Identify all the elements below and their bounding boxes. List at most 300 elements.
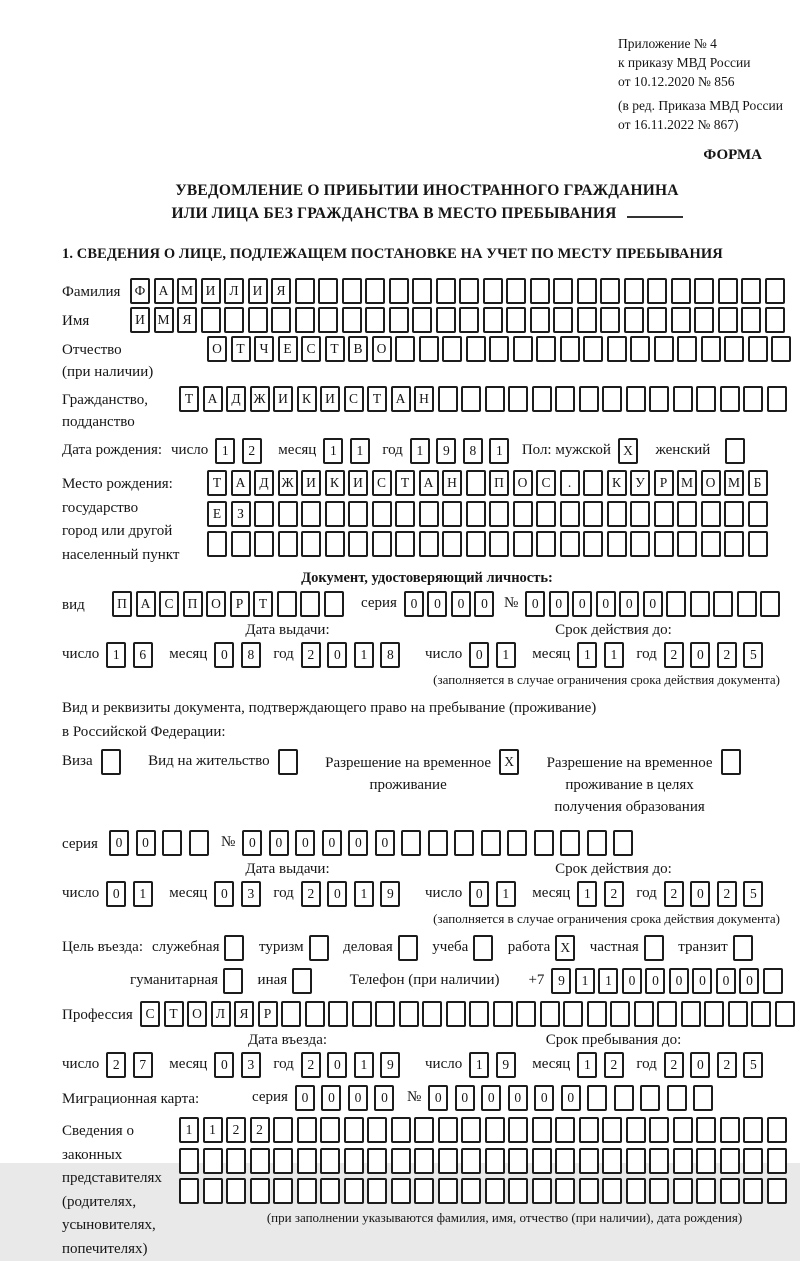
surname-cell[interactable] (342, 278, 362, 304)
name-cell[interactable] (553, 307, 573, 333)
citizenship-cell[interactable]: Ж (250, 386, 270, 412)
birth-place-cell[interactable]: Н (442, 470, 462, 496)
representatives-cell[interactable] (391, 1117, 411, 1143)
profession-cell[interactable] (516, 1001, 536, 1027)
birth-place-cell[interactable]: А (419, 470, 439, 496)
patronymic-cell[interactable] (748, 336, 768, 362)
profession-cell[interactable] (751, 1001, 771, 1027)
surname-cell[interactable] (600, 278, 620, 304)
surname-cell[interactable] (436, 278, 456, 304)
patronymic-cell[interactable] (466, 336, 486, 362)
residence-number-cell[interactable]: 0 (295, 830, 315, 856)
birth-place-cell[interactable] (630, 531, 650, 557)
birth-place-cell[interactable] (560, 501, 580, 527)
representatives-cell[interactable] (555, 1178, 575, 1204)
phone-cell[interactable]: 0 (622, 968, 642, 994)
name-cell[interactable] (412, 307, 432, 333)
name-cell[interactable]: И (130, 307, 150, 333)
representatives-cell[interactable] (179, 1148, 199, 1174)
birth-place-cell[interactable] (607, 531, 627, 557)
representatives-cell[interactable] (344, 1117, 364, 1143)
migration-number-cell[interactable] (667, 1085, 687, 1111)
temp-residence-checkbox[interactable]: X (499, 749, 519, 775)
patronymic-cell[interactable]: О (207, 336, 227, 362)
patronymic-cell[interactable] (536, 336, 556, 362)
representatives-cell[interactable] (579, 1148, 599, 1174)
representatives-cell[interactable] (273, 1148, 293, 1174)
phone-cell[interactable]: 9 (551, 968, 571, 994)
citizenship-cell[interactable] (602, 386, 622, 412)
patronymic-cell[interactable] (442, 336, 462, 362)
representatives-cell[interactable] (579, 1117, 599, 1143)
citizenship-cell[interactable] (508, 386, 528, 412)
birth-place-cell[interactable]: М (724, 470, 744, 496)
representatives-cell[interactable] (626, 1148, 646, 1174)
residence-issue-day-cell[interactable]: 0 (106, 881, 126, 907)
representatives-cell[interactable] (226, 1178, 246, 1204)
representatives-cell[interactable] (602, 1148, 622, 1174)
representatives-cell[interactable] (649, 1117, 669, 1143)
profession-cell[interactable] (469, 1001, 489, 1027)
name-cell[interactable]: М (154, 307, 174, 333)
residence-expiry-year-cell[interactable]: 0 (690, 881, 710, 907)
identity-issue-day-cell[interactable]: 1 (106, 642, 126, 668)
patronymic-cell[interactable]: С (301, 336, 321, 362)
birth-place-cell[interactable]: О (513, 470, 533, 496)
birth-place-cell[interactable]: П (489, 470, 509, 496)
purpose-official-checkbox[interactable] (224, 935, 244, 961)
surname-cell[interactable] (624, 278, 644, 304)
residence-series-cell[interactable] (162, 830, 182, 856)
representatives-cell[interactable] (297, 1178, 317, 1204)
identity-number-cell[interactable]: 0 (643, 591, 663, 617)
surname-cell[interactable] (671, 278, 691, 304)
migration-number-cell[interactable] (693, 1085, 713, 1111)
birth-place-cell[interactable]: Т (395, 470, 415, 496)
representatives-cell[interactable] (344, 1178, 364, 1204)
birth-month-cell[interactable]: 1 (323, 438, 343, 464)
name-cell[interactable] (741, 307, 761, 333)
representatives-cell[interactable] (532, 1148, 552, 1174)
identity-issue-month-cell[interactable]: 0 (214, 642, 234, 668)
residence-issue-month-cell[interactable]: 3 (241, 881, 261, 907)
birth-place-cell[interactable]: И (301, 470, 321, 496)
name-cell[interactable] (342, 307, 362, 333)
profession-cell[interactable] (728, 1001, 748, 1027)
representatives-cell[interactable] (438, 1117, 458, 1143)
birth-place-cell[interactable] (419, 501, 439, 527)
surname-cell[interactable] (483, 278, 503, 304)
birth-place-cell[interactable]: С (372, 470, 392, 496)
representatives-cell[interactable] (414, 1148, 434, 1174)
surname-cell[interactable]: Ф (130, 278, 150, 304)
citizenship-cell[interactable]: И (320, 386, 340, 412)
birth-place-cell[interactable] (325, 501, 345, 527)
identity-expiry-year-cell[interactable]: 2 (664, 642, 684, 668)
identity-series-cell[interactable]: 0 (427, 591, 447, 617)
identity-expiry-day-cell[interactable]: 0 (469, 642, 489, 668)
citizenship-cell[interactable]: А (203, 386, 223, 412)
representatives-cell[interactable]: 1 (179, 1117, 199, 1143)
sex-female-checkbox[interactable] (725, 438, 745, 464)
residence-number-cell[interactable] (401, 830, 421, 856)
surname-cell[interactable]: А (154, 278, 174, 304)
profession-cell[interactable] (704, 1001, 724, 1027)
identity-issue-year-cell[interactable]: 1 (354, 642, 374, 668)
profession-cell[interactable] (328, 1001, 348, 1027)
identity-type-cell[interactable]: Р (230, 591, 250, 617)
entry-month-cell[interactable]: 3 (241, 1052, 261, 1078)
migration-series-cell[interactable]: 0 (348, 1085, 368, 1111)
birth-place-cell[interactable] (748, 531, 768, 557)
representatives-cell[interactable] (579, 1178, 599, 1204)
citizenship-cell[interactable]: Т (179, 386, 199, 412)
birth-place-cell[interactable]: Р (654, 470, 674, 496)
representatives-cell[interactable] (743, 1148, 763, 1174)
patronymic-cell[interactable] (513, 336, 533, 362)
profession-cell[interactable] (305, 1001, 325, 1027)
residence-expiry-month-cell[interactable]: 1 (577, 881, 597, 907)
profession-cell[interactable] (775, 1001, 795, 1027)
representatives-cell[interactable] (532, 1117, 552, 1143)
patronymic-cell[interactable] (395, 336, 415, 362)
profession-cell[interactable] (281, 1001, 301, 1027)
representatives-cell[interactable]: 1 (203, 1117, 223, 1143)
birth-place-cell[interactable] (583, 470, 603, 496)
identity-expiry-year-cell[interactable]: 0 (690, 642, 710, 668)
surname-cell[interactable] (718, 278, 738, 304)
name-cell[interactable] (694, 307, 714, 333)
patronymic-cell[interactable] (630, 336, 650, 362)
identity-number-cell[interactable]: 0 (525, 591, 545, 617)
profession-cell[interactable] (657, 1001, 677, 1027)
birth-place-cell[interactable] (701, 531, 721, 557)
patronymic-cell[interactable] (560, 336, 580, 362)
representatives-cell[interactable] (649, 1148, 669, 1174)
birth-place-cell[interactable] (395, 501, 415, 527)
residence-number-cell[interactable] (560, 830, 580, 856)
name-cell[interactable] (389, 307, 409, 333)
profession-cell[interactable] (634, 1001, 654, 1027)
phone-cell[interactable] (763, 968, 783, 994)
birth-place-cell[interactable] (325, 531, 345, 557)
representatives-cell[interactable] (203, 1148, 223, 1174)
representatives-cell[interactable] (367, 1148, 387, 1174)
identity-expiry-day-cell[interactable]: 1 (496, 642, 516, 668)
birth-place-cell[interactable] (654, 501, 674, 527)
birth-place-cell[interactable]: . (560, 470, 580, 496)
profession-cell[interactable] (540, 1001, 560, 1027)
entry-year-cell[interactable]: 0 (327, 1052, 347, 1078)
birth-place-cell[interactable] (583, 531, 603, 557)
surname-cell[interactable] (389, 278, 409, 304)
representatives-cell[interactable] (602, 1178, 622, 1204)
representatives-cell[interactable] (414, 1117, 434, 1143)
residence-number-cell[interactable]: 0 (269, 830, 289, 856)
migration-number-cell[interactable]: 0 (481, 1085, 501, 1111)
citizenship-cell[interactable]: К (297, 386, 317, 412)
residence-issue-day-cell[interactable]: 1 (133, 881, 153, 907)
entry-year-cell[interactable]: 9 (380, 1052, 400, 1078)
purpose-tourism-checkbox[interactable] (309, 935, 329, 961)
birth-place-cell[interactable] (489, 501, 509, 527)
citizenship-cell[interactable] (626, 386, 646, 412)
birth-place-cell[interactable] (254, 531, 274, 557)
profession-cell[interactable] (563, 1001, 583, 1027)
birth-place-cell[interactable] (372, 501, 392, 527)
name-cell[interactable]: Я (177, 307, 197, 333)
citizenship-cell[interactable] (673, 386, 693, 412)
birth-place-cell[interactable] (724, 501, 744, 527)
birth-place-cell[interactable] (513, 531, 533, 557)
phone-cell[interactable]: 1 (598, 968, 618, 994)
citizenship-cell[interactable] (438, 386, 458, 412)
identity-type-cell[interactable]: С (159, 591, 179, 617)
name-cell[interactable] (224, 307, 244, 333)
profession-cell[interactable] (681, 1001, 701, 1027)
birth-place-cell[interactable] (348, 501, 368, 527)
profession-cell[interactable]: Т (164, 1001, 184, 1027)
name-cell[interactable] (624, 307, 644, 333)
purpose-humanitarian-checkbox[interactable] (223, 968, 243, 994)
representatives-cell[interactable] (273, 1117, 293, 1143)
phone-cell[interactable]: 0 (716, 968, 736, 994)
birth-place-cell[interactable] (701, 501, 721, 527)
birth-place-cell[interactable]: К (607, 470, 627, 496)
profession-cell[interactable]: Я (234, 1001, 254, 1027)
representatives-cell[interactable] (720, 1148, 740, 1174)
representatives-cell[interactable] (720, 1178, 740, 1204)
citizenship-cell[interactable] (485, 386, 505, 412)
birth-place-cell[interactable]: Ж (278, 470, 298, 496)
residence-issue-year-cell[interactable]: 2 (301, 881, 321, 907)
profession-cell[interactable]: Л (211, 1001, 231, 1027)
name-cell[interactable] (600, 307, 620, 333)
phone-cell[interactable]: 0 (645, 968, 665, 994)
representatives-cell[interactable] (485, 1148, 505, 1174)
profession-cell[interactable] (375, 1001, 395, 1027)
birth-day-cell[interactable]: 1 (215, 438, 235, 464)
residence-number-cell[interactable] (481, 830, 501, 856)
entry-day-cell[interactable]: 7 (133, 1052, 153, 1078)
representatives-cell[interactable] (179, 1178, 199, 1204)
migration-number-cell[interactable]: 0 (561, 1085, 581, 1111)
representatives-cell[interactable] (250, 1178, 270, 1204)
temp-residence-education-checkbox[interactable] (721, 749, 741, 775)
surname-cell[interactable]: Л (224, 278, 244, 304)
identity-type-cell[interactable]: А (136, 591, 156, 617)
entry-month-cell[interactable]: 0 (214, 1052, 234, 1078)
birth-place-cell[interactable]: О (701, 470, 721, 496)
representatives-cell[interactable] (414, 1178, 434, 1204)
name-cell[interactable] (483, 307, 503, 333)
birth-place-cell[interactable] (207, 531, 227, 557)
representatives-cell[interactable] (391, 1178, 411, 1204)
patronymic-cell[interactable] (489, 336, 509, 362)
residence-number-cell[interactable]: 0 (242, 830, 262, 856)
birth-place-cell[interactable] (630, 501, 650, 527)
migration-number-cell[interactable]: 0 (455, 1085, 475, 1111)
identity-type-cell[interactable] (300, 591, 320, 617)
phone-cell[interactable]: 0 (739, 968, 759, 994)
surname-cell[interactable] (694, 278, 714, 304)
representatives-cell[interactable] (367, 1178, 387, 1204)
citizenship-cell[interactable]: И (273, 386, 293, 412)
birth-place-cell[interactable] (348, 531, 368, 557)
purpose-study-checkbox[interactable] (473, 935, 493, 961)
residence-number-cell[interactable] (428, 830, 448, 856)
stay-day-cell[interactable]: 9 (496, 1052, 516, 1078)
stay-day-cell[interactable]: 1 (469, 1052, 489, 1078)
representatives-cell[interactable] (438, 1178, 458, 1204)
surname-cell[interactable] (530, 278, 550, 304)
birth-place-cell[interactable] (560, 531, 580, 557)
representatives-cell[interactable] (626, 1117, 646, 1143)
birth-place-cell[interactable] (536, 531, 556, 557)
representatives-cell[interactable] (485, 1117, 505, 1143)
patronymic-cell[interactable]: Т (325, 336, 345, 362)
birth-place-cell[interactable] (607, 501, 627, 527)
birth-year-cell[interactable]: 1 (410, 438, 430, 464)
representatives-cell[interactable] (767, 1178, 787, 1204)
identity-issue-year-cell[interactable]: 2 (301, 642, 321, 668)
name-cell[interactable] (271, 307, 291, 333)
residence-issue-month-cell[interactable]: 0 (214, 881, 234, 907)
stay-month-cell[interactable]: 2 (604, 1052, 624, 1078)
phone-cell[interactable]: 0 (669, 968, 689, 994)
citizenship-cell[interactable] (579, 386, 599, 412)
name-cell[interactable] (647, 307, 667, 333)
birth-place-cell[interactable] (372, 531, 392, 557)
name-cell[interactable] (671, 307, 691, 333)
identity-type-cell[interactable]: Т (253, 591, 273, 617)
residence-permit-checkbox[interactable] (278, 749, 298, 775)
purpose-business-checkbox[interactable] (398, 935, 418, 961)
birth-place-cell[interactable]: Д (254, 470, 274, 496)
identity-series-cell[interactable]: 0 (451, 591, 471, 617)
patronymic-cell[interactable] (701, 336, 721, 362)
residence-number-cell[interactable]: 0 (375, 830, 395, 856)
representatives-cell[interactable] (320, 1117, 340, 1143)
representatives-cell[interactable] (485, 1178, 505, 1204)
phone-cell[interactable]: 0 (692, 968, 712, 994)
identity-series-cell[interactable]: 0 (474, 591, 494, 617)
name-cell[interactable] (577, 307, 597, 333)
representatives-cell[interactable]: 2 (226, 1117, 246, 1143)
surname-cell[interactable] (553, 278, 573, 304)
birth-place-cell[interactable] (677, 501, 697, 527)
birth-place-cell[interactable] (395, 531, 415, 557)
citizenship-cell[interactable] (555, 386, 575, 412)
patronymic-cell[interactable] (677, 336, 697, 362)
migration-number-cell[interactable]: 0 (508, 1085, 528, 1111)
name-cell[interactable] (295, 307, 315, 333)
identity-expiry-month-cell[interactable]: 1 (604, 642, 624, 668)
representatives-cell[interactable] (203, 1178, 223, 1204)
birth-place-cell[interactable] (583, 501, 603, 527)
birth-place-cell[interactable] (442, 501, 462, 527)
representatives-cell[interactable] (320, 1148, 340, 1174)
birth-place-cell[interactable]: Б (748, 470, 768, 496)
patronymic-cell[interactable] (419, 336, 439, 362)
residence-series-cell[interactable]: 0 (109, 830, 129, 856)
surname-cell[interactable] (295, 278, 315, 304)
residence-number-cell[interactable] (507, 830, 527, 856)
representatives-cell[interactable] (673, 1148, 693, 1174)
patronymic-cell[interactable] (771, 336, 791, 362)
representatives-cell[interactable] (767, 1148, 787, 1174)
identity-expiry-month-cell[interactable]: 1 (577, 642, 597, 668)
citizenship-cell[interactable] (696, 386, 716, 412)
identity-type-cell[interactable]: П (112, 591, 132, 617)
patronymic-cell[interactable] (583, 336, 603, 362)
stay-month-cell[interactable]: 1 (577, 1052, 597, 1078)
citizenship-cell[interactable]: Т (367, 386, 387, 412)
birth-place-cell[interactable]: Т (207, 470, 227, 496)
identity-type-cell[interactable]: П (183, 591, 203, 617)
surname-cell[interactable] (459, 278, 479, 304)
residence-expiry-year-cell[interactable]: 5 (743, 881, 763, 907)
surname-cell[interactable]: И (248, 278, 268, 304)
patronymic-cell[interactable]: Ч (254, 336, 274, 362)
migration-series-cell[interactable]: 0 (321, 1085, 341, 1111)
name-cell[interactable] (436, 307, 456, 333)
profession-cell[interactable]: С (140, 1001, 160, 1027)
residence-expiry-month-cell[interactable]: 2 (604, 881, 624, 907)
citizenship-cell[interactable] (461, 386, 481, 412)
identity-issue-year-cell[interactable]: 0 (327, 642, 347, 668)
representatives-cell[interactable] (696, 1148, 716, 1174)
residence-issue-year-cell[interactable]: 9 (380, 881, 400, 907)
representatives-cell[interactable] (508, 1178, 528, 1204)
representatives-cell[interactable] (438, 1148, 458, 1174)
identity-number-cell[interactable] (690, 591, 710, 617)
residence-issue-year-cell[interactable]: 1 (354, 881, 374, 907)
representatives-cell[interactable] (461, 1148, 481, 1174)
surname-cell[interactable]: Я (271, 278, 291, 304)
residence-number-cell[interactable] (613, 830, 633, 856)
identity-number-cell[interactable] (713, 591, 733, 617)
identity-issue-month-cell[interactable]: 8 (241, 642, 261, 668)
birth-place-cell[interactable]: У (630, 470, 650, 496)
migration-number-cell[interactable]: 0 (428, 1085, 448, 1111)
name-cell[interactable] (201, 307, 221, 333)
profession-cell[interactable] (422, 1001, 442, 1027)
surname-cell[interactable] (577, 278, 597, 304)
name-cell[interactable] (765, 307, 785, 333)
surname-cell[interactable] (318, 278, 338, 304)
identity-series-cell[interactable]: 0 (404, 591, 424, 617)
citizenship-cell[interactable]: А (391, 386, 411, 412)
representatives-cell[interactable] (250, 1148, 270, 1174)
surname-cell[interactable] (365, 278, 385, 304)
identity-expiry-year-cell[interactable]: 2 (717, 642, 737, 668)
birth-place-cell[interactable] (466, 470, 486, 496)
birth-place-cell[interactable] (513, 501, 533, 527)
surname-cell[interactable] (412, 278, 432, 304)
representatives-cell[interactable] (508, 1117, 528, 1143)
purpose-transit-checkbox[interactable] (733, 935, 753, 961)
identity-type-cell[interactable] (324, 591, 344, 617)
residence-expiry-year-cell[interactable]: 2 (664, 881, 684, 907)
patronymic-cell[interactable] (607, 336, 627, 362)
birth-place-cell[interactable] (724, 531, 744, 557)
birth-place-cell[interactable] (536, 501, 556, 527)
identity-number-cell[interactable]: 0 (619, 591, 639, 617)
representatives-cell[interactable] (320, 1178, 340, 1204)
profession-cell[interactable]: О (187, 1001, 207, 1027)
birth-year-cell[interactable]: 8 (463, 438, 483, 464)
